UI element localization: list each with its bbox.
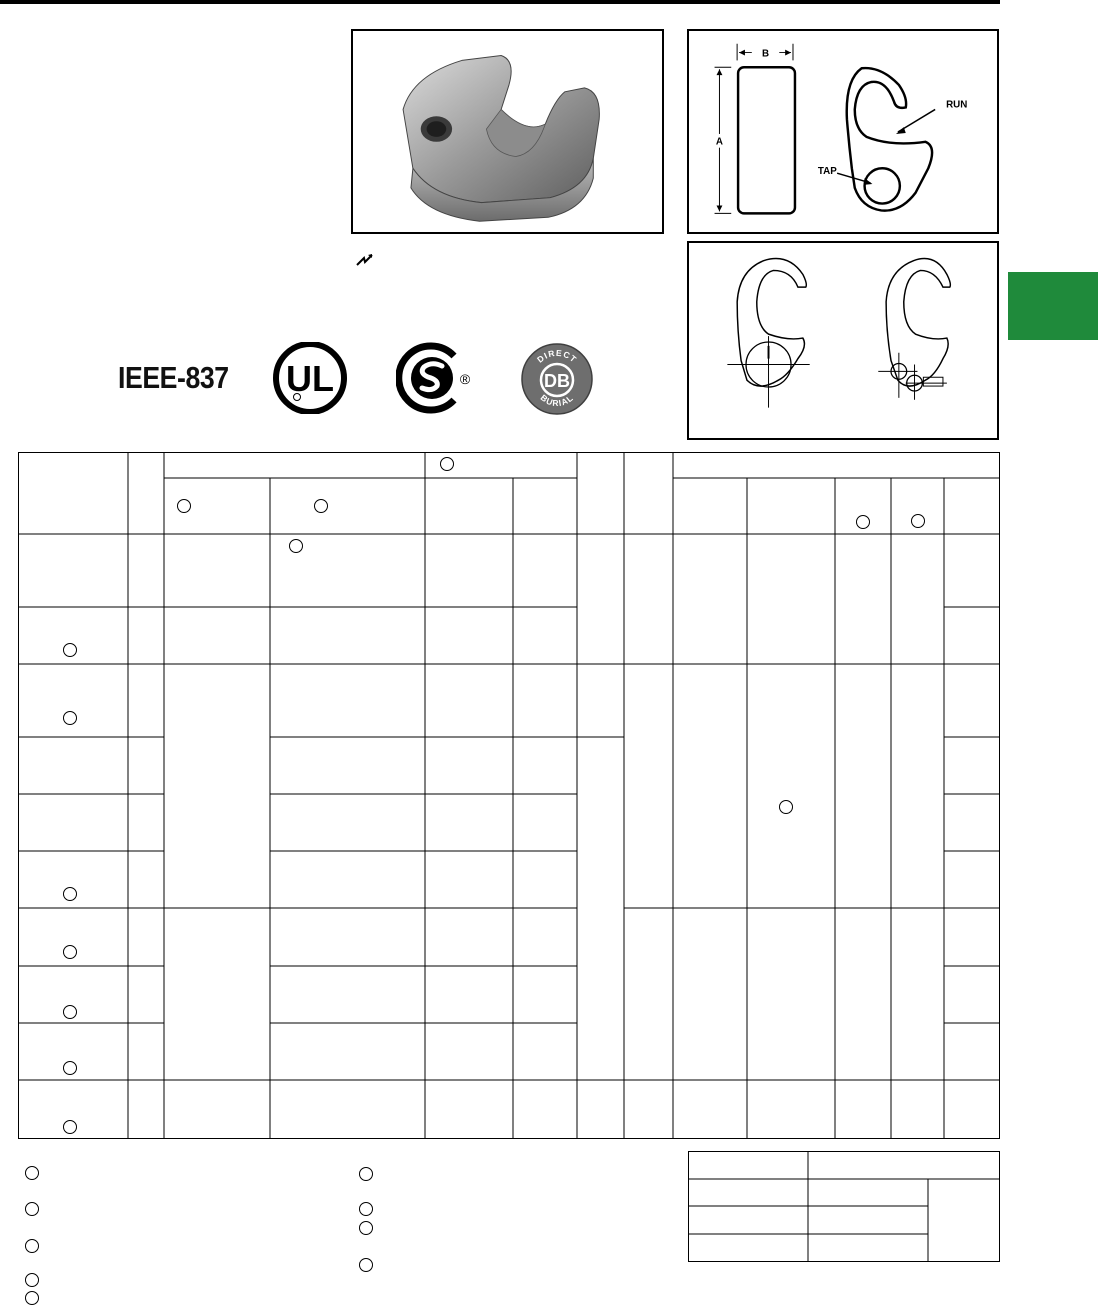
footnote-marker	[359, 1167, 373, 1181]
footnote-marker	[359, 1202, 373, 1216]
top-rule	[0, 0, 1000, 4]
burial-text: BURIAL	[538, 392, 576, 409]
ul-listed-logo	[273, 342, 347, 414]
dimension-drawing-panel	[687, 29, 999, 234]
direct-text: DIRECT	[535, 347, 580, 365]
note-markers	[64, 458, 925, 1134]
run-label: RUN	[946, 99, 968, 111]
footnote-marker	[25, 1239, 39, 1253]
footnote-marker	[25, 1273, 39, 1287]
dimension-a-label: A	[715, 136, 723, 148]
footnote-marker	[25, 1166, 39, 1180]
specification-table-grid	[18, 452, 1000, 1139]
ordering-table	[688, 1151, 1000, 1262]
specification-table	[18, 452, 1000, 1139]
footnote-marker	[359, 1221, 373, 1235]
dimension-drawing	[689, 31, 997, 232]
ordering-table-grid	[688, 1151, 1000, 1262]
direct-burial-logo	[521, 343, 593, 415]
ieee-837-logo: IEEE-837	[118, 360, 229, 395]
installation-sketch	[689, 243, 997, 438]
ul-text: UL	[286, 358, 334, 399]
dimension-b-label: B	[762, 48, 770, 60]
csa-certified-logo	[396, 342, 472, 414]
lightning-bolt-icon	[356, 253, 374, 267]
section-tab	[1008, 272, 1098, 340]
connector-photo	[353, 31, 662, 232]
tap-label: TAP	[817, 166, 837, 178]
footnote-marker	[25, 1202, 39, 1216]
installation-sketch-panel	[687, 241, 999, 440]
footnote-marker	[25, 1291, 39, 1305]
registered-mark: ®	[459, 371, 471, 387]
db-monogram: DB	[544, 371, 570, 391]
product-photo-panel	[351, 29, 664, 234]
footnote-marker	[359, 1258, 373, 1272]
